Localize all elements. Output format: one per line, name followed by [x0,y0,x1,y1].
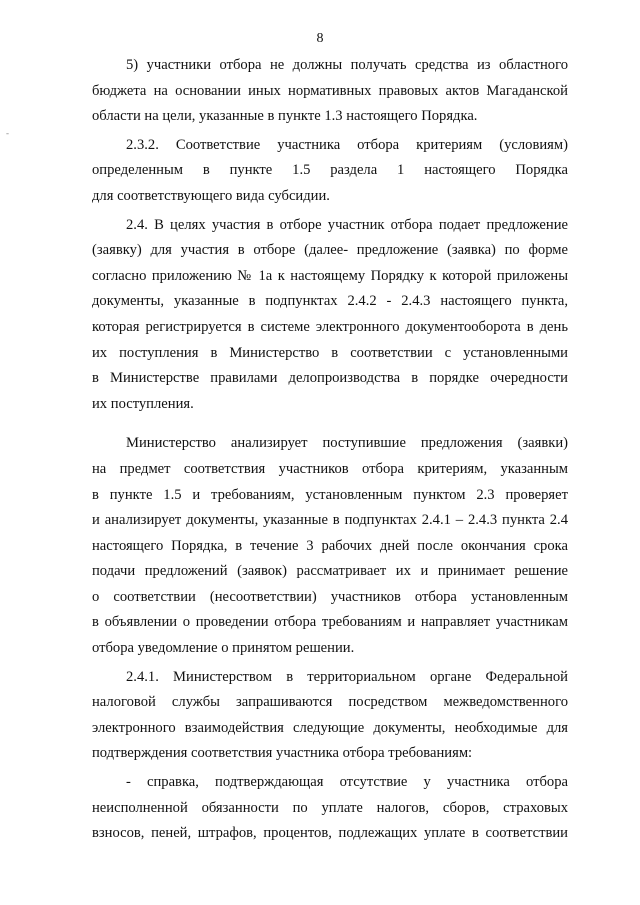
margin-mark: - [6,128,9,138]
text-line: на предмет соответствия участников отбора критериям, указанным [92,460,568,477]
paragraph-2-4-1 [92,665,568,767]
text-line: для соответствующего вида субсидии. [92,187,330,204]
text-line: о соответствии (несоответствии) участников отбора установленным [92,588,568,605]
text-line: Министерство анализирует поступившие предложения (заявки) [126,435,568,452]
text-line: документы, указанные в подпунктах 2.4.2 - 2.4.3 настоящего пункта, [92,293,568,310]
text-line: согласно приложению № 1а к настоящему Порядку к которой приложены [92,267,568,284]
text-line: отбора уведомление о принятом решении. [92,640,355,657]
text-line: 5) участники отбора не должны получать средства из областного [126,57,568,73]
text-line: которая регистрируется в системе электронного документооборота в день [92,318,568,335]
paragraph-certificate [92,770,568,847]
text-line: их поступления. [92,395,194,412]
text-line: подачи предложений (заявок) рассматривает их и принимает решение [92,563,568,580]
text-line: взносов, пеней, штрафов, процентов, подлежащих уплате в соответствии [92,825,568,842]
paragraph-2-3-2 [92,133,568,210]
paragraph-2-4 [92,213,568,418]
text-line: бюджета на основании иных нормативных правовых актов Магаданской [92,82,568,99]
text-line: области на цели, указанные в пункте 1.3 настоящего Порядка. [92,108,478,125]
text-line: электронного взаимодействия следующие документы, необходимые для [92,719,568,736]
text-line: в Министерстве правилами делопроизводства в порядке очередности [92,370,568,387]
text-line: их поступления в Министерство в соответствии с установленными [92,344,568,361]
document-body [92,53,568,847]
paragraph-ministry-analysis [92,431,568,661]
text-line: подтверждения соответствия участника отбора требованиям: [92,745,473,762]
text-line: - справка, подтверждающая отсутствие у участника отбора [126,774,568,791]
paragraph-item-5 [92,53,568,130]
text-line: (заявку) для участия в отборе (далее- предложение (заявка) по форме [92,242,568,259]
text-line: определенным в пункте 1.5 раздела 1 настоящего Порядка [92,162,568,179]
text-line: 2.4.1. Министерством в территориальном органе Федеральной [126,668,568,685]
page-number: 8 [316,31,324,46]
text-line: неисполненной обязанности по уплате налогов, сборов, страховых [92,799,568,816]
text-line: в пункте 1.5 и требованиям, установленным пунктом 2.3 проверяет [92,486,568,503]
text-line: 2.4. В целях участия в отборе участник отбора подает предложение [126,216,568,233]
text-line: в объявлении о проведении отбора требованиям и направляет участникам [92,614,568,631]
text-line: настоящего Порядка, в течение 3 рабочих дней после окончания срока [92,537,568,554]
text-line: 2.3.2. Соответствие участника отбора критериям (условиям) [126,136,568,153]
text-line: налоговой службы запрашиваются посредством межведомственного [92,694,568,711]
text-line: и анализирует документы, указанные в подпунктах 2.4.1 – 2.4.3 пункта 2.4 [92,512,568,529]
